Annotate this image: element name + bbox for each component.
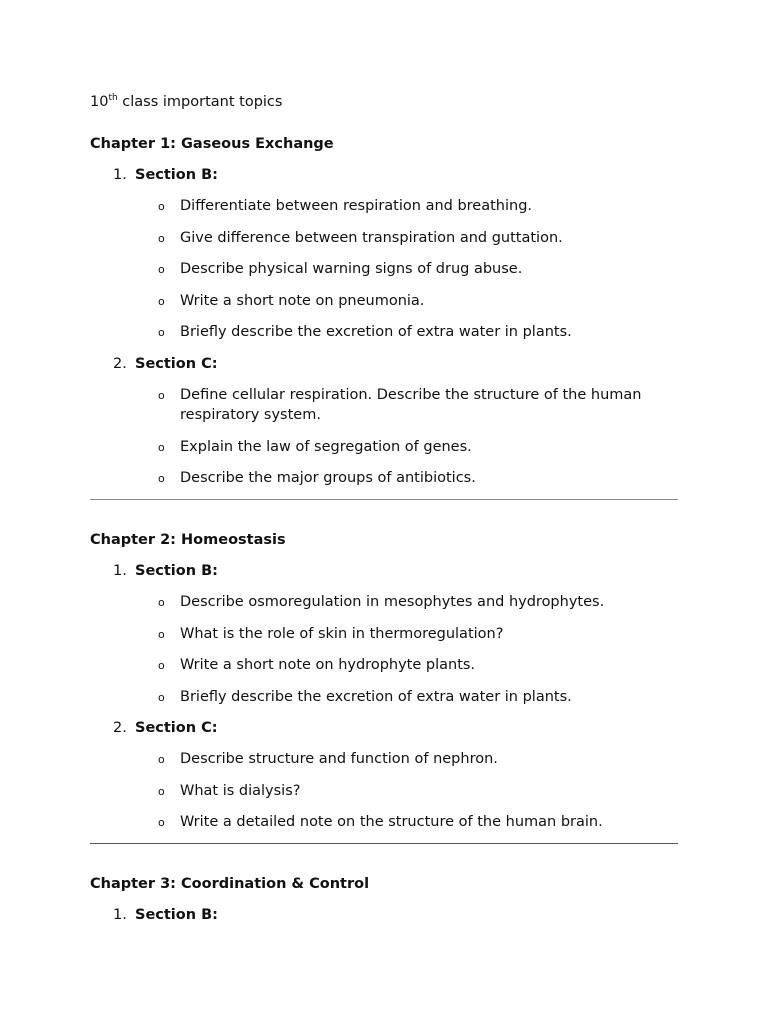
section-divider [90,843,678,844]
list-item [90,749,678,770]
bullet-marker: o [158,690,165,704]
bullet-text: Write a detailed note on the structure of the human brain. [180,814,603,830]
bullet-marker: o [158,816,165,829]
bullet-text: What is dialysis? [180,782,301,799]
bullet-text: Briefly describe the excretion of extra water in plants. [180,324,572,340]
bullet-text: What is the role of skin in thermoregulation? [180,625,504,642]
bullet-text: Differentiate between respiration and breathing. [180,198,533,214]
section-number: 1. [113,167,127,183]
bullet-text: Define cellular respiration. Describe the structure of the human respiratory system. [180,386,642,423]
bullet-marker: o [158,472,165,485]
section-3-b [90,905,678,925]
list-item [90,196,678,217]
section-1-c [90,354,678,374]
section-label: Section C: [135,355,218,372]
bullet-marker: o [158,231,165,245]
list-item [90,291,678,312]
bullet-marker: o [158,440,165,454]
bullet-marker: o [158,200,165,213]
chapter-3 [90,874,678,925]
chapter-2 [90,530,678,833]
list-item [90,468,678,489]
list-item [90,592,678,613]
list-item [90,228,678,249]
section-2-b [90,561,678,581]
bullet-text: Describe physical warning signs of drug abuse. [180,261,523,277]
list-item [90,687,678,708]
section-divider [90,499,678,500]
list-item [90,437,678,458]
bullet-text: Write a short note on pneumonia. [180,292,425,309]
chapter-heading: Chapter 1: Gaseous Exchange [90,136,334,152]
section-number: 2. [113,720,127,736]
list-item [90,655,678,676]
section-number: 2. [113,355,127,372]
title-text: class important topics [117,94,283,110]
section-label: Section C: [135,720,218,736]
bullet-text: Write a short note on hydrophyte plants. [180,657,476,673]
chapter-1 [90,134,678,489]
section-number: 1. [113,563,127,579]
chapter-heading: Chapter 2: Homeostasis [90,532,286,548]
bullet-marker: o [158,596,165,609]
list-item [90,781,678,802]
bullet-marker: o [158,294,165,308]
bullet-marker: o [158,627,165,641]
document-title [90,92,282,112]
section-1-b [90,165,678,185]
bullet-marker: o [158,263,165,276]
bullet-marker: o [158,388,165,402]
list-item [90,259,678,280]
list-item [90,624,678,645]
bullet-text: Give difference between transpiration and guttation. [180,229,563,246]
bullet-text: Describe the major groups of antibiotics. [180,470,476,486]
list-item [90,812,678,833]
section-label: Section B: [135,907,218,923]
chapter-heading: Chapter 3: Coordination & Control [90,876,370,892]
list-item [90,385,678,426]
bullet-text: Describe structure and function of nephron. [180,751,498,767]
bullet-text: Briefly describe the excretion of extra water in plants. [180,688,572,705]
bullet-marker: o [158,659,165,672]
bullet-text: Explain the law of segregation of genes. [180,438,472,455]
bullet-text: Describe osmoregulation in mesophytes and hydrophytes. [180,594,605,610]
section-number: 1. [113,907,127,923]
section-2-c [90,718,678,738]
bullet-marker: o [158,784,165,798]
list-item [90,322,678,343]
section-label: Section B: [135,563,218,579]
title-superscript: th [108,93,118,103]
section-label: Section B: [135,167,218,183]
bullet-marker: o [158,326,165,339]
title-number: 10 [90,94,109,110]
bullet-marker: o [158,753,165,766]
